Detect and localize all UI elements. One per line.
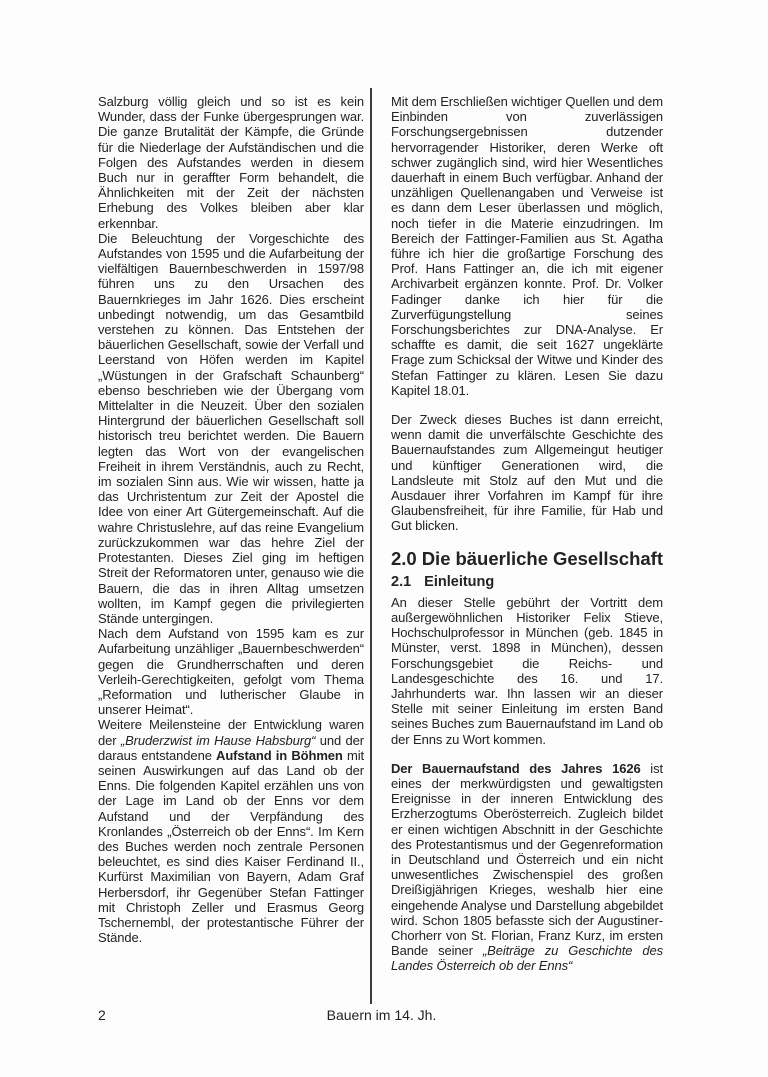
text-segment: und der daraus entstandene: [98, 732, 364, 763]
text-segment: Aufstand in Böhmen: [216, 747, 343, 763]
text-segment: „Beiträge zu Geschichte des Landes Österreich ob der Enns“: [391, 943, 663, 974]
text-segment: Der Bauernaufstand des Jahres 1626: [391, 760, 641, 776]
text-segment: An dieser Stelle gebührt der Vortritt dem außergewöhnlichen Historiker Felix Stieve, Hochschulprofessor in München (geb. 1845 in Münster, verst. 1898 in München), dessen Forschungsgebiet die Reichs- und Landesgeschichte des 16. und 17. Jahrhunderts war. Ihn lassen wir an dieser Stelle mit seiner Einleitung im ersten Band seines Buches zum Bauernaufstand im Land ob der Enns zu Wort kommen.: [391, 594, 663, 747]
text-segment: 2.1: [391, 573, 412, 590]
text-segment: Mit dem Erschließen wichtiger Quellen und dem Einbinden von zuverlässigen Forschungsergebnissen dutzender hervorragender Historiker, deren Werke oft schwer zugänglich sind, wird hier Wesentliches dauerhaft in einem Buch verfügbar. Anhand der unzähligen Quellenangaben und Verweise ist es dann dem Leser überlassen und möglich, noch tiefer in die Materie einzudringen. Im Bereich der Fattinger-Familien aus St. Agatha führe ich hier die großartige Forschung des Prof. Hans Fattinger an, die ich mit eigener Archivarbeit ergänzen konnte. Prof. Dr. Volker Fadinger danke ich hier für die Zurverfügungstellung seines Forschungsberichtes zur DNA-Analyse. Er schaffte es damit, die seit 1627 ungeklärte Frage zum Schicksal der Witwe und Kinder des Stefan Fattinger zu klären. Lesen Sie dazu Kapitel 18.01.: [391, 94, 663, 398]
paragraph: [98, 231, 364, 626]
section-heading: [391, 548, 663, 570]
page-footer: [98, 1007, 665, 1023]
text-segment: ist eines der merkwürdigsten und gewaltigsten Ereignisse in der inneren Entwicklung des Erzherzogtums Oberösterreich. Zugleich bildet er einen wichtigen Abschnitt in der Geschichte des Protestantismus und der Gegenreformation in Deutschland und Österreich und ein nicht unwesentliches Zwischenspiel des großen Dreißigjährigen Krieges, weshalb hier eine eingehende Analyse und Darstellung abgebildet wird. Schon 1805 befasste sich der Augustiner-Chorherr von St. Florian, Franz Kurz, im ersten Bande seiner: [391, 760, 663, 959]
paragraph: [391, 761, 663, 974]
text-column-left: [98, 94, 364, 1010]
text-segment: „Bruderzwist im Hause Habsburg“: [120, 732, 316, 748]
text-segment: Der Zweck dieses Buches ist dann erreicht, wenn damit die unverfälschte Geschichte des Bauernaufstandes zum Allgemeingut heutiger und künftiger Generationen wird, die Landsleute mit Stolz auf den Mut und die Ausdauer ihrer Vorfahren im Kampf für ihre Glaubensfreiheit, für ihre Familie, für Hab und Gut blicken.: [391, 412, 663, 534]
text-segment: Die Beleuchtung der Vorgeschichte des Aufstandes von 1595 und die Aufarbeitung der vielfältigen Bauernbeschwerden in 1597/98 führen uns zu den Ursachen des Bauernkrieges im Jahr 1626. Dies erscheint unbedingt notwendig, um das Gesamtbild verstehen zu können. Das Entstehen der bäuerlichen Gesellschaft, sowie der Verfall und Leerstand von Höfen werden im Kapitel „Wüstungen in der Grafschaft Schaunberg“ ebenso beschrieben wie der Übergang vom Mittelalter in die Neuzeit. Über den sozialen Hintergrund der bäuerlichen Gesellschaft soll historisch treu berichtet werden. Die Bauern legten das Wort von der evangelischen Freiheit in ihrem Verständnis, auch zu Recht, im sozialen Sinn aus. Wie wir wissen, hatte ja das Urchristentum zur Zeit der Apostel die Idee von einer Art Gütergemeinschaft. Auf die wahre Christuslehre, auf das reine Evangelium zurückzukommen war das hehre Ziel der Protestanten. Dieses Ziel ging im heftigen Streit der Reformatoren unter, genauso wie die Bauern, die das in ihren Alltag umsetzen wollten, im Kampf gegen die privilegierten Stände untergingen.: [98, 230, 364, 626]
paragraph: [98, 626, 364, 717]
text-segment: Die: [421, 547, 451, 569]
text-segment: Weitere Meilensteine der Entwicklung waren der: [98, 717, 364, 748]
text-segment: mit seinen Auswirkungen auf das Land ob der Enns. Die folgenden Kapitel erzählen uns von der Lage im Land ob der Enns vor dem Aufstand und der Verpfändung des Kronlandes „Österreich ob der Enns“. Im Kern des Buches werden noch zentrale Personen beleuchtet, es sind dies Kaiser Ferdinand II., Kurfürst Maximilian von Bayern, Adam Graf Herbersdorf, ihr Gegenüber Stefan Fattinger mit Christoph Zeller und Erasmus Georg Tschernembl, der protestantische Führer der Stände.: [98, 747, 364, 946]
text-segment: Gesellschaft: [552, 547, 663, 569]
text-segment: Einleitung: [424, 573, 495, 590]
paragraph: [391, 94, 663, 398]
text-column-right: [391, 94, 663, 1010]
running-title: Bauern im 14. Jh.: [326, 1007, 437, 1023]
paragraph: [391, 412, 663, 534]
paragraph: [98, 717, 364, 945]
page-number: 2: [98, 1007, 106, 1023]
paragraph: [391, 595, 663, 747]
text-segment: 2.0: [391, 547, 417, 569]
subsection-heading: [391, 573, 663, 592]
column-divider: [370, 88, 372, 1004]
paragraph: [98, 94, 364, 231]
text-segment: Nach dem Aufstand von 1595 kam es zur Aufarbeitung unzähliger „Bauernbeschwerden“ gegen die Grundherrschaften und deren Verleih-Gerechtigkeiten, gefolgt vom Thema „Reformation und lutherischer Glaube in unserer Heimat“.: [98, 626, 364, 718]
text-segment: Salzburg völlig gleich und so ist es kein Wunder, dass der Funke übergesprungen war. Die ganze Brutalität der Kämpfe, die Gründe für die Niederlage der Aufständischen und die Folgen des Aufstandes werden in diesem Buch nur in geraffter Form behandelt, die Ähnlichkeiten mit der Zeit der nächsten Erhebung des Volkes bleiben aber klar erkennbar.: [98, 94, 364, 231]
text-segment: bäuerliche: [455, 547, 548, 569]
